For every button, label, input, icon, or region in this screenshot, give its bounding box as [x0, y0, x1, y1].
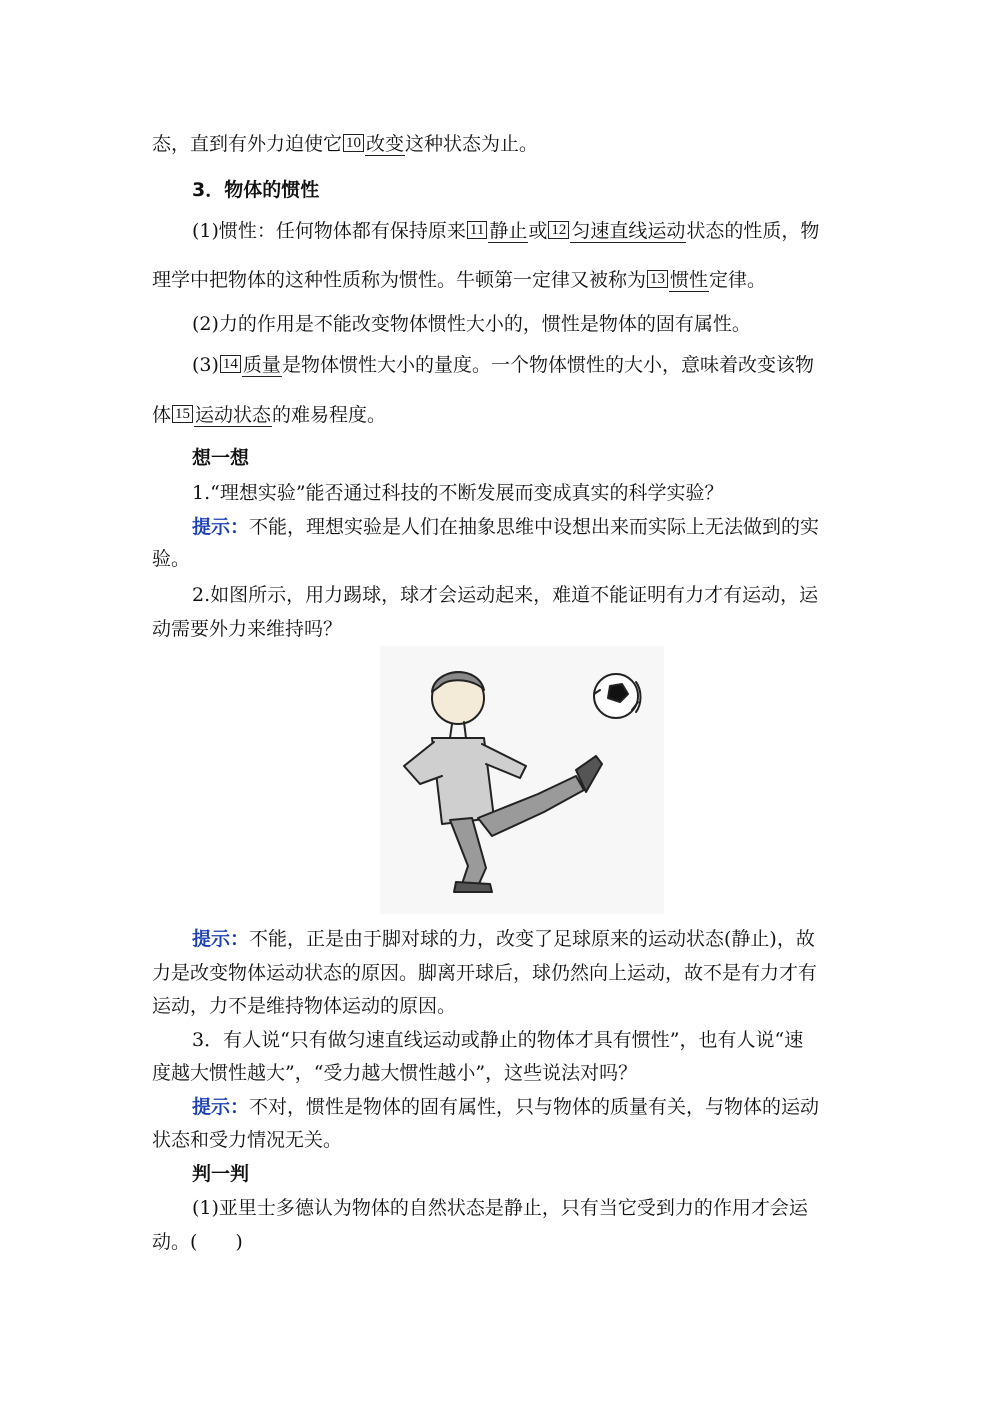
text: 的难易程度。 — [272, 404, 387, 426]
text: 态，直到有外力迫使它 — [152, 133, 343, 155]
judge-line: 动。( ) — [152, 1231, 243, 1253]
blank-number: 14 — [220, 355, 241, 373]
hint-line: 运动，力不是维持物体运动的原因。 — [152, 995, 457, 1017]
answer-fill: 匀速直线运动 — [571, 220, 686, 242]
boy-kicking-ball-illustration — [380, 646, 664, 914]
text: 状态的性质，物 — [686, 220, 820, 242]
hint-label: 提示： — [192, 928, 250, 950]
paragraph-line: (2)力的作用是不能改变物体惯性大小的，惯性是物体的固有属性。 — [192, 313, 751, 335]
paragraph-line — [152, 132, 538, 156]
question-line: 动需要外力来维持吗？ — [152, 618, 343, 640]
paragraph-line — [152, 403, 386, 427]
text: 定律。 — [709, 269, 767, 291]
question-line: 1.“理想实验”能否通过科技的不断发展而变成真实的科学实验？ — [192, 482, 724, 504]
answer-fill: 改变 — [366, 133, 405, 155]
hint-line: 状态和受力情况无关。 — [152, 1129, 343, 1151]
section-heading: 判一判 — [192, 1163, 250, 1185]
text: 体 — [152, 404, 172, 426]
answer-fill: 运动状态 — [195, 404, 272, 426]
text: 或 — [528, 220, 548, 242]
text: 不对，惯性是物体的固有属性，只与物体的质量有关，与物体的运动 — [249, 1096, 820, 1118]
blank-number: 11 — [467, 221, 487, 239]
question-line: 2.如图所示，用力踢球，球才会运动起来，难道不能证明有力才有运动，运 — [192, 584, 819, 606]
section-heading: 想一想 — [192, 447, 250, 469]
blank-number: 15 — [172, 405, 193, 423]
hint-label: 提示： — [192, 516, 250, 538]
text: 是物体惯性大小的量度。一个物体惯性的大小，意味着改变该物 — [281, 354, 814, 376]
paragraph-line — [192, 219, 819, 243]
text: (3) — [192, 354, 219, 376]
text: 不能，正是由于脚对球的力，改变了足球原来的运动状态(静止)，故 — [249, 928, 815, 950]
answer-fill: 静止 — [489, 220, 528, 242]
paragraph-line — [152, 268, 766, 292]
hint-line: 验。 — [152, 548, 191, 570]
hint-line — [192, 1095, 819, 1119]
hint-line: 力是改变物体运动状态的原因。脚离开球后，球仍然向上运动，故不是有力才有 — [152, 962, 818, 984]
hint-line — [192, 515, 819, 539]
judge-line: (1)亚里士多德认为物体的自然状态是静止，只有当它受到力的作用才会运 — [192, 1197, 808, 1219]
blank-number: 10 — [343, 134, 364, 152]
answer-fill: 惯性 — [670, 269, 709, 291]
question-line: 3．有人说“只有做匀速直线运动或静止的物体才具有惯性”，也有人说“速 — [192, 1029, 804, 1051]
paragraph-line — [192, 353, 814, 377]
hint-label: 提示： — [192, 1096, 250, 1118]
text: 理学中把物体的这种性质称为惯性。牛顿第一定律又被称为 — [152, 269, 647, 291]
hint-line — [192, 927, 815, 951]
question-line: 度越大惯性越大”，“受力越大惯性越小”，这些说法对吗？ — [152, 1062, 638, 1084]
section-heading: 3．物体的惯性 — [192, 179, 320, 201]
text: (1)惯性：任何物体都有保持原来 — [192, 220, 466, 242]
text: 这种状态为止。 — [405, 133, 539, 155]
text: 不能，理想实验是人们在抽象思维中设想出来而实际上无法做到的实 — [249, 516, 820, 538]
blank-number: 13 — [647, 270, 668, 288]
blank-number: 12 — [548, 221, 569, 239]
answer-fill: 质量 — [242, 354, 281, 376]
